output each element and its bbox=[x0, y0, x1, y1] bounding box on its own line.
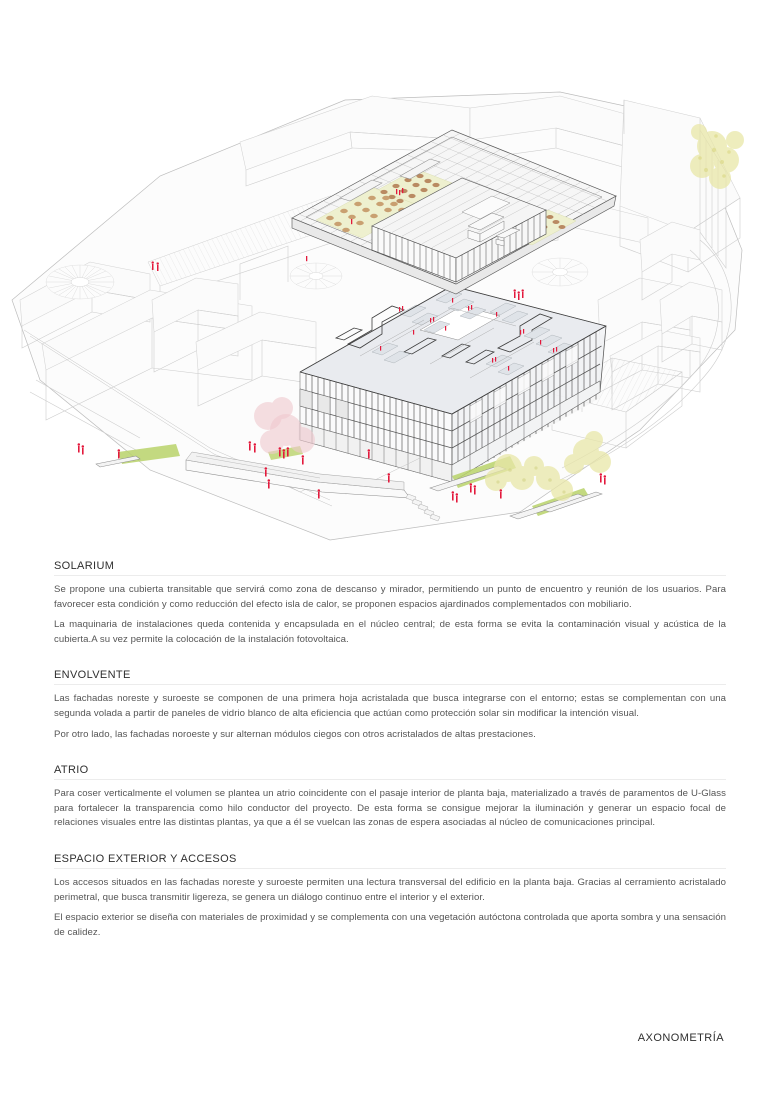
sheet-title: AXONOMETRÍA bbox=[637, 1032, 724, 1044]
section-paragraph: El espacio exterior se diseña con materiales de proximidad y se complementa con una vegetación autóctona controlada que aporta sombra y una sensación de calidez. bbox=[54, 912, 726, 938]
section-paragraph: Para coser verticalmente el volumen se plantea un atrio coincidente con el pasaje interior de planta baja, materializado a través de paramentos de U-Glass para fortalecer la transparencia como hilo conductor del proyecto. De esta forma se consigue mejorar la iluminación y generar un espacio focal de relaciones visuales entre las distintas plantas, ya que a él se vuelcan las zonas de espera asociadas al núcleo de comunicaciones principal. bbox=[54, 788, 726, 829]
section-envolvente bbox=[54, 669, 726, 742]
section-paragraph: Los accesos situados en las fachadas noreste y suroeste permiten una lectura transversal del edificio en la planta baja. Gracias al cerramiento acristalado perimetral, que busca transmitir ligereza, se genera un diálogo continuo entre el interior y el exterior. bbox=[54, 876, 726, 903]
section-solarium bbox=[54, 560, 726, 647]
description-text bbox=[0, 560, 772, 949]
section-paragraph: Las fachadas noreste y suroeste se componen de una primera hoja acristalada que busca integrarse con el entorno; estas se complementan con una segunda volada a partir de paneles de vidrio blanco de alta eficiencia que actúan como protección solar sin modificar la intención visual. bbox=[54, 693, 726, 719]
section-spacer bbox=[54, 656, 726, 669]
section-espacio-exterior bbox=[54, 853, 726, 940]
section-heading-envolvente: ENVOLVENTE bbox=[54, 669, 726, 685]
section-paragraph: La maquinaria de instalaciones queda contenida y encapsulada en el núcleo central; de esta forma se evita la contaminación visual y acústica de la cubierta.A su vez permite la colocación de la instalación fotovoltaica. bbox=[54, 619, 726, 645]
section-atrio bbox=[54, 764, 726, 831]
section-paragraph: Se propone una cubierta transitable que servirá como zona de descanso y mirador, permitiendo un punto de encuentro y reunión de los usuarios. Para favorecer esta condición y como reducción del efecto isla de calor, se proponen espacios ajardinados complementados con mobiliario. bbox=[54, 584, 726, 610]
section-heading-solarium: SOLARIUM bbox=[54, 560, 726, 576]
section-heading-atrio: ATRIO bbox=[54, 764, 726, 780]
section-paragraph: Por otro lado, las fachadas noroeste y sur alternan módulos ciegos con otros acristalados de altas prestaciones. bbox=[54, 728, 536, 740]
section-spacer bbox=[54, 840, 726, 853]
section-spacer bbox=[54, 751, 726, 764]
section-heading-espacio-exterior: ESPACIO EXTERIOR Y ACCESOS bbox=[54, 853, 726, 869]
